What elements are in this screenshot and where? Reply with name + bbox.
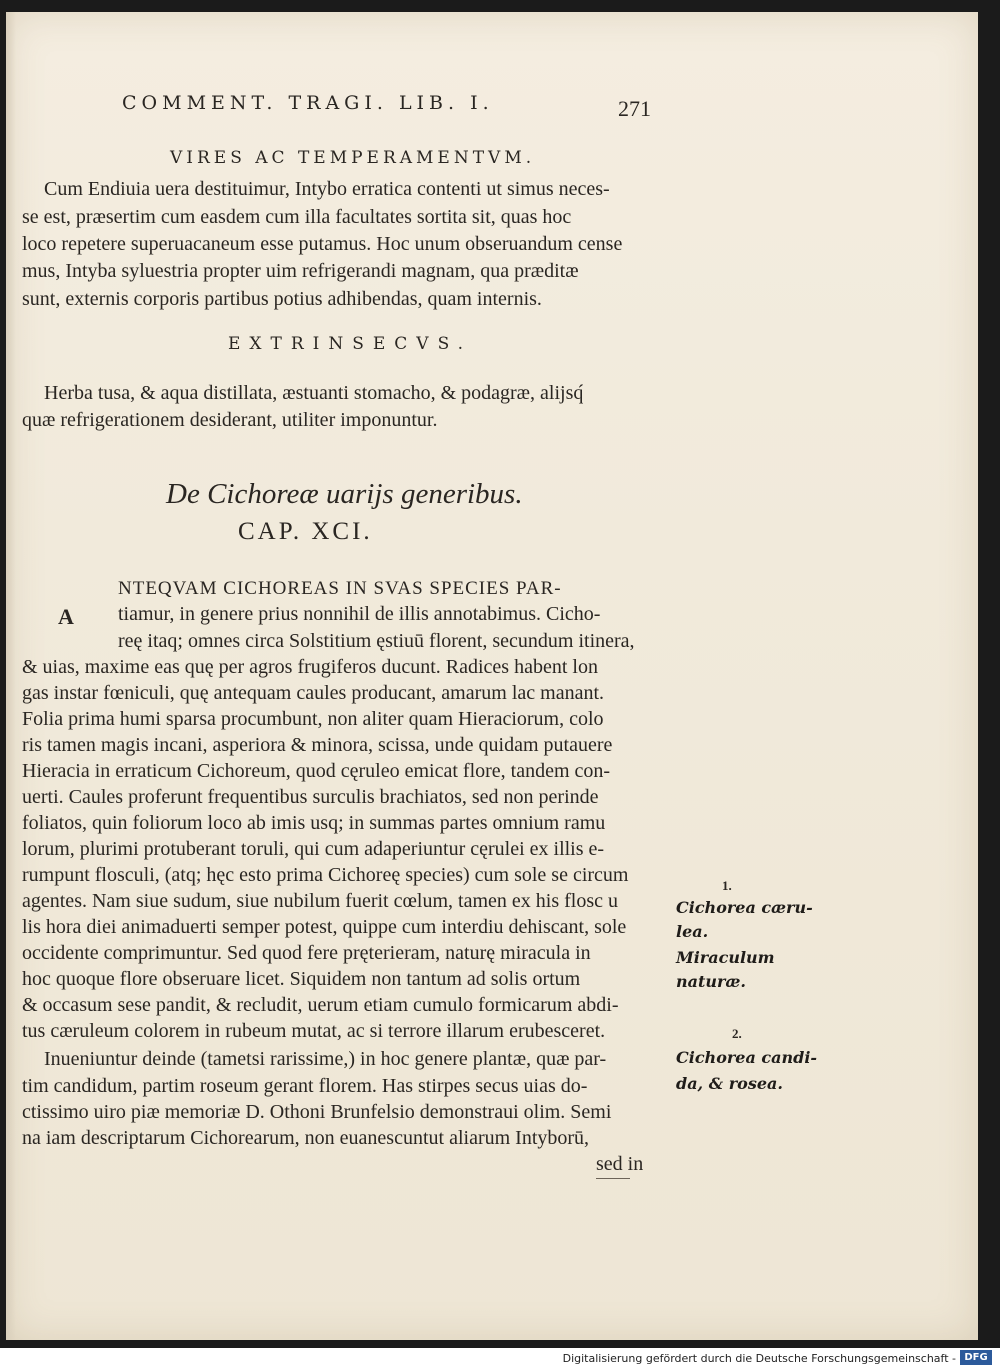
text-line: ris tamen magis incani, asperiora & minora, scissa, unde quidam putauere: [22, 734, 613, 756]
marginal-note-miraculum: Miraculum: [676, 948, 775, 967]
text-line: na iam descriptarum Cichorearum, non euanescuntut aliarum Intyborū,: [22, 1127, 590, 1149]
text-line: foliatos, quin foliorum loco ab imis usq; in summas partes omnium ramu: [22, 812, 606, 834]
text-line: mus, Intyba syluestria propter uim refrigerandi magnam, qua præditæ: [22, 260, 579, 282]
marginal-number-1: 1.: [722, 878, 732, 893]
text-line: reę itaq; omnes circa Solstitium ęstiuū florent, secundum itinera,: [118, 630, 635, 652]
text-line: & uias, maxime eas quę per agros frugiferos ducunt. Radices habent lon: [22, 656, 598, 678]
text-line: uerti. Caules proferunt frequentibus surculis brachiatos, sed non perinde: [22, 786, 599, 808]
text-line: sunt, externis corporis partibus potius adhibendas, quam internis.: [22, 288, 542, 310]
text-line: quæ refrigerationem desiderant, utiliter imponuntur.: [22, 409, 438, 431]
text-line: Inueniuntur deinde (tametsi rarissime,) in hoc genere plantæ, quæ par-: [44, 1048, 607, 1070]
catchword-underline: [596, 1178, 630, 1179]
marginal-note-cichorea-candida: Cichorea candi-: [676, 1048, 818, 1067]
text-line: occidente comprimuntur. Sed quod fere pręterieram, naturę miracula in: [22, 942, 591, 964]
text-line: ctissimo uiro piæ memoriæ D. Othoni Brunfelsio demonstraui olim. Semi: [22, 1101, 612, 1123]
marginal-note-cichorea-candida-cont: da, & rosea.: [676, 1074, 783, 1093]
section-heading-vires: VIRES AC TEMPERAMENTVM.: [170, 148, 536, 168]
page-number: 271: [618, 96, 651, 121]
text-line: & occasum sese pandit, & recludit, uerum etiam cumulo formicarum abdi-: [22, 994, 619, 1016]
text-line: loco repetere superuacaneum esse putamus. Hoc unum obseruandum cense: [22, 233, 623, 255]
running-head: COMMENT. TRAGI. LIB. I.: [122, 92, 494, 114]
marginal-number-2: 2.: [732, 1026, 742, 1041]
section-heading-extrinsecus: EXTRINSECVS.: [228, 334, 473, 354]
dfg-logo: DFG: [960, 1350, 992, 1365]
text-line: rumpunt flosculi, (atq; hęc esto prima Cichoreę species) cum sole se circum: [22, 864, 629, 886]
page-edge-shadow: [6, 12, 16, 1340]
text-line: Folia prima humi sparsa procumbunt, non aliter quam Hieraciorum, colo: [22, 708, 604, 730]
text-line: agentes. Nam siue sudum, siue nubilum fuerit cœlum, tamen ex his flosc u: [22, 890, 618, 912]
marginal-note-miraculum-cont: naturæ.: [676, 972, 746, 991]
drop-initial: A: [58, 604, 74, 629]
text-line: gas instar fœniculi, quę antequam caules producant, amarum lac manant.: [22, 682, 605, 704]
text-line: tim candidum, partim roseum gerant florem. Has stirpes secus uias do-: [22, 1075, 588, 1097]
catchword: sed in: [596, 1153, 644, 1175]
text-line: hoc quoque flore obseruare licet. Siquidem non tantum ad solis ortum: [22, 968, 581, 990]
text-line: Herba tusa, & aqua distillata, æstuanti stomacho, & podagræ, alijsq́: [44, 382, 584, 404]
text-line: Hieracia in erraticum Cichoreum, quod cęruleo emicat flore, tandem con-: [22, 760, 611, 782]
chapter-title: De Cichoreæ uarijs generibus.: [166, 478, 523, 510]
text-line: NTEQVAM CICHOREAS IN SVAS SPECIES PAR-: [118, 578, 562, 599]
chapter-number: CAP. XCI.: [238, 518, 373, 545]
text-line: se est, præsertim cum easdem cum illa facultates sortita sit, quas hoc: [22, 206, 572, 228]
marginal-note-cichorea-caerulea: Cichorea cæru-: [676, 898, 813, 917]
digitization-credit: Digitalisierung gefördert durch die Deutsche Forschungsgemeinschaft -: [562, 1352, 956, 1365]
marginal-note-cichorea-caerulea-cont: lea.: [676, 922, 709, 941]
text-line: lis hora diei animaduerti semper potest, quippe cum interdiu dehiscant, sole: [22, 916, 627, 938]
text-line: tus cæruleum colorem in rubeum mutat, ac si terrore illarum erubesceret.: [22, 1020, 606, 1042]
text-line: lorum, plurimi protuberant toruli, qui cum adaperiuntur cęrulei ex illis e-: [22, 838, 605, 860]
text-line: Cum Endiuia uera destituimur, Intybo erratica contenti ut simus neces-: [44, 178, 610, 200]
text-line: tiamur, in genere prius nonnihil de illis annotabimus. Cicho-: [118, 603, 601, 625]
